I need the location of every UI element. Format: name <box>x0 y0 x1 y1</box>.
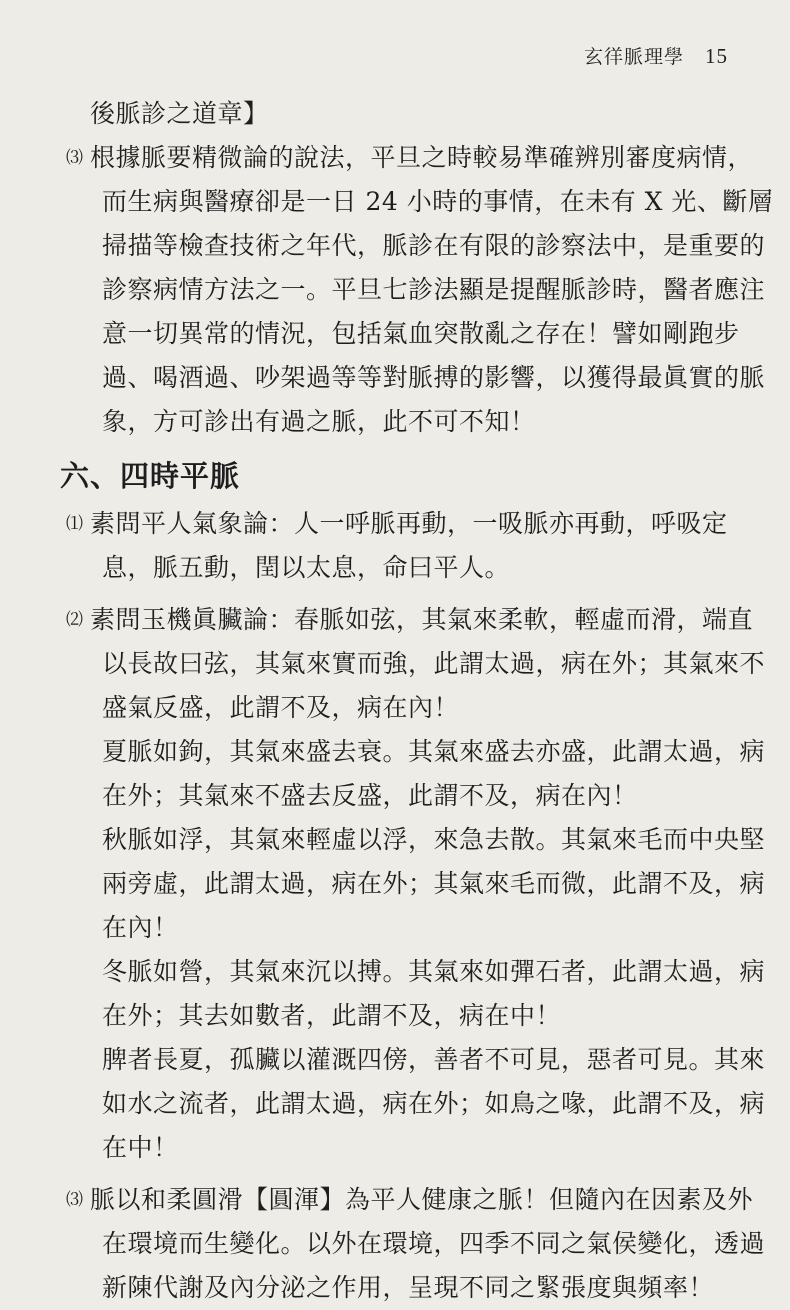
text-line: 而生病與醫療卻是一日 24 小時的事情，在未有 X 光、斷層 <box>102 187 774 216</box>
text-line: 如水之流者，此謂太過，病在外；如鳥之喙，此謂不及，病 <box>102 1089 766 1118</box>
text-line: 象，方可診出有過之脈，此不可不知！ <box>102 407 536 436</box>
list-item-3-line: ⑶ 根據脈要精微論的說法，平旦之時較易準確辨別審度病情， <box>60 136 740 180</box>
list-marker: ⑶ <box>66 148 84 168</box>
text-line: 後脈診之道章】 <box>90 99 269 128</box>
list-item-3b-line: ⑶ 脈以和柔圓滑【圓渾】為平人健康之脈！但隨內在因素及外 <box>60 1178 740 1222</box>
text-line: 夏脈如鉤，其氣來盛去衰。其氣來盛去亦盛，此謂太過，病 <box>102 737 766 766</box>
text-line: 脾者長夏，孤臟以灌溉四傍，善者不可見，惡者可見。其來 <box>102 1045 766 1074</box>
page-number: 15 <box>705 44 728 68</box>
text-line: 新陳代謝及內分泌之作用，呈現不同之緊張度與頻率！ <box>102 1273 715 1302</box>
text-line: 盛氣反盛，此謂不及，病在內！ <box>102 693 460 722</box>
text-line: 在環境而生變化。以外在環境，四季不同之氣侯變化，透過 <box>102 1229 766 1258</box>
text-line: 在外；其氣來不盛去反盛，此謂不及，病在內！ <box>102 781 638 810</box>
text-line: 掃描等檢查技術之年代，脈診在有限的診察法中，是重要的 <box>102 231 766 260</box>
page-body <box>60 92 774 1310</box>
list-item-1-line: ⑴ 素問平人氣象論：人一呼脈再動，一吸脈亦再動，呼吸定 <box>60 502 740 546</box>
text-line: 以長故曰弦，其氣來實而強，此謂太過，病在外；其氣來不 <box>102 649 766 678</box>
text-line: 息，脈五動，閏以太息，命曰平人。 <box>102 553 511 582</box>
text-line: 冬脈如營，其氣來沉以搏。其氣來如彈石者，此謂太過，病 <box>102 957 766 986</box>
list-marker: ⑵ <box>66 610 84 630</box>
text-line: 過、喝酒過、吵架過等等對脈搏的影響，以獲得最眞實的脈 <box>102 363 766 392</box>
book-title: 玄徉脈理學 <box>583 46 684 68</box>
text-line: 秋脈如浮，其氣來輕虛以浮，來急去散。其氣來毛而中央堅 <box>102 825 766 854</box>
text-line: 在中！ <box>102 1133 179 1162</box>
running-header <box>584 42 728 69</box>
section-heading: 六、四時平脈 <box>60 459 241 493</box>
list-marker: ⑴ <box>66 514 84 534</box>
text-line: 在內！ <box>102 913 179 942</box>
text-line: 在外；其去如數者，此謂不及，病在中！ <box>102 1001 562 1030</box>
text-line: 診察病情方法之一。平旦七診法顯是提醒脈診時，醫者應注 <box>102 275 766 304</box>
list-item-2-line: ⑵ 素問玉機眞臟論：春脈如弦，其氣來柔軟，輕虛而滑，端直 <box>60 598 740 642</box>
text-line: 意一切異常的情況，包括氣血突散亂之存在！譬如剛跑步 <box>102 319 740 348</box>
list-marker: ⑶ <box>66 1190 84 1210</box>
text-line: 兩旁虛，此謂太過，病在外；其氣來毛而微，此謂不及，病 <box>102 869 766 898</box>
